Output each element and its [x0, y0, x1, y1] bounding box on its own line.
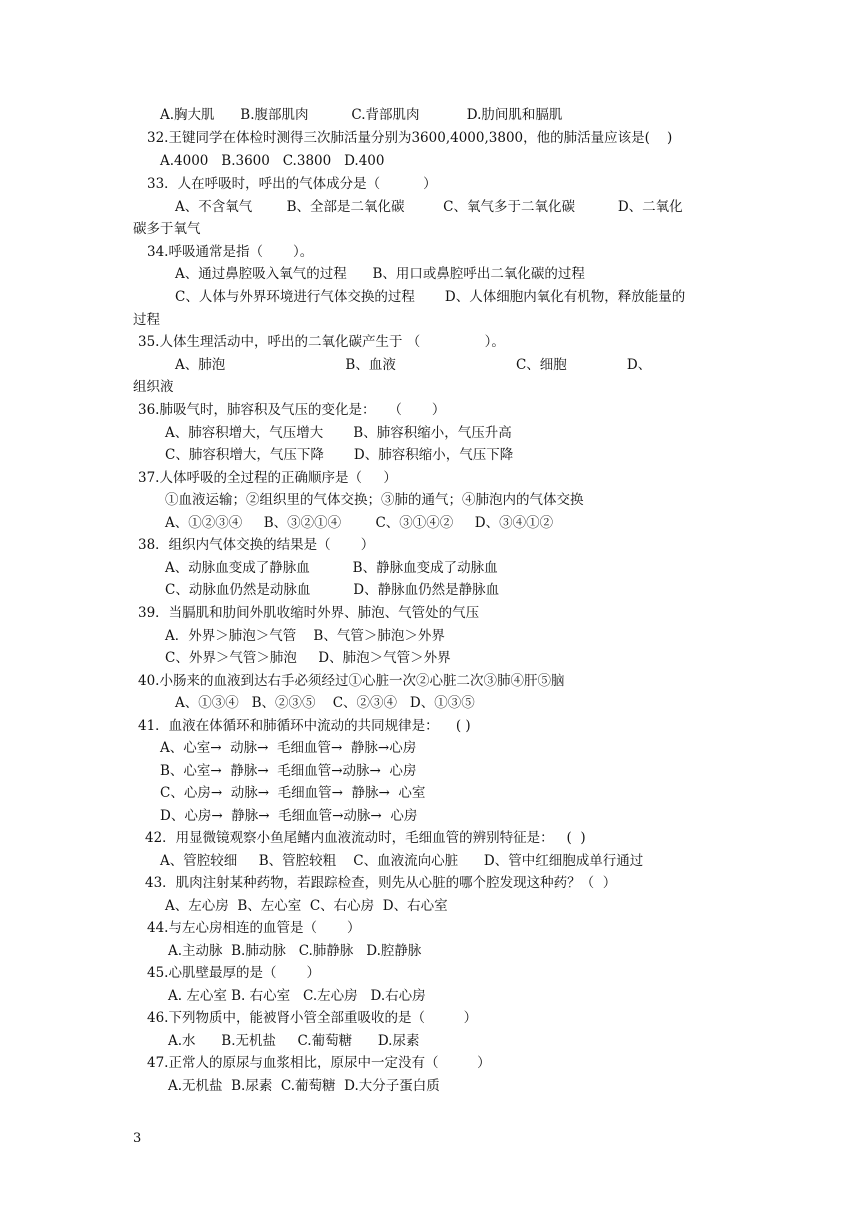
text-line: C、外界＞气管＞肺泡 D、肺泡＞气管＞外界: [165, 650, 451, 666]
text-line: A、不含氧气 B、全部是二氧化碳 C、氧气多于二氧化碳 D、二氧化: [175, 199, 683, 215]
text-line: 46.下列物质中，能被肾小管全部重吸收的是（ ）: [147, 1010, 478, 1026]
text-line: A.胸大肌 B.腹部肌肉 C.背部肌肉 D.肋间肌和膈肌: [160, 107, 563, 123]
text-line: 32.王键同学在体检时测得三次肺活量分别为3600,4000,3800，他的肺活量应该是( ): [147, 130, 673, 146]
text-line: 35.人体生理活动中，呼出的二氧化碳产生于 （ ）。: [138, 334, 505, 350]
text-line: A、①②③④ B、③②①④ C、③①④② D、③④①②: [165, 515, 554, 531]
text-line: 33．人在呼吸时，呼出的气体成分是（ ）: [147, 176, 437, 192]
text-line: C、人体与外界环境进行气体交换的过程 D、人体细胞内氧化有机物，释放能量的: [175, 289, 686, 305]
text-line: A. 左心室 B. 右心室 C.左心房 D.右心房: [168, 988, 426, 1004]
text-line: 34.呼吸通常是指（ ）。: [147, 244, 314, 260]
text-line: 42．用显微镜观察小鱼尾鳍内血液流动时，毛细血管的辨别特征是： ( ): [145, 830, 586, 846]
text-line: A、肺容积增大，气压增大 B、肺容积缩小，气压升高: [165, 425, 512, 441]
text-line: D、心房→ 静脉→ 毛细血管→动脉→ 心房: [160, 808, 418, 824]
text-line: 38．组织内气体交换的结果是（ ）: [138, 537, 375, 553]
text-line: A、管腔较细 B、管腔较粗 C、血液流向心脏 D、管中红细胞成单行通过: [160, 853, 644, 869]
text-line: A、动脉血变成了静脉血 B、静脉血变成了动脉血: [165, 560, 498, 576]
text-line: 组织液: [133, 379, 174, 395]
text-line: A.主动脉 B.肺动脉 C.肺静脉 D.腔静脉: [168, 943, 422, 959]
text-line: A、心室→ 动脉→ 毛细血管→ 静脉→心房: [160, 740, 417, 756]
text-line: A.4000 B.3600 C.3800 D.400: [160, 153, 385, 169]
text-line: C、动脉血仍然是动脉血 D、静脉血仍然是静脉血: [165, 582, 500, 598]
text-line: 37.人体呼吸的全过程的正确顺序是（ ）: [138, 470, 397, 486]
text-line: C、肺容积增大，气压下降 D、肺容积缩小，气压下降: [165, 447, 514, 463]
text-line: A.水 B.无机盐 C.葡萄糖 D.尿素: [168, 1033, 420, 1049]
text-line: A．外界＞肺泡＞气管 B、气管＞肺泡＞外界: [165, 628, 445, 644]
text-line: ①血液运输；②组织里的气体交换；③肺的通气；④肺泡内的气体交换: [165, 492, 584, 508]
text-line: 44.与左心房相连的血管是（ ）: [147, 920, 361, 936]
text-line: 36.肺吸气时，肺容积及气压的变化是： （ ）: [138, 402, 446, 418]
text-line: 41．血液在体循环和肺循环中流动的共同规律是： ( ): [138, 718, 471, 734]
text-line: B、心室→ 静脉→ 毛细血管→动脉→ 心房: [160, 763, 417, 779]
page-number: 3: [133, 1131, 142, 1146]
text-line: C、心房→ 动脉→ 毛细血管→ 静脉→ 心室: [160, 785, 426, 801]
text-line: A.无机盐 B.尿素 C.葡萄糖 D.大分子蛋白质: [168, 1078, 440, 1094]
text-line: 43．肌肉注射某种药物，若跟踪检查，则先从心脏的哪个腔发现这种药？（ ）: [145, 875, 617, 891]
text-line: 40.小肠来的血液到达右手必须经过①心脏一次②心脏二次③肺④肝⑤脑: [138, 673, 565, 689]
text-line: 39．当膈肌和肋间外肌收缩时外界、肺泡、气管处的气压: [138, 605, 480, 621]
text-line: A、肺泡 B、血液 C、细胞 D、: [175, 357, 652, 373]
text-line: 45.心肌壁最厚的是（ ）: [147, 965, 321, 981]
text-line: 碳多于氧气: [133, 221, 201, 237]
text-line: A、左心房 B、左心室 C、右心房 D、右心室: [165, 898, 448, 914]
text-line: 47.正常人的原尿与血浆相比，原尿中一定没有（ ）: [147, 1055, 491, 1071]
text-line: 过程: [133, 312, 160, 328]
text-line: A、通过鼻腔吸入氧气的过程 B、用口或鼻腔呼出二氧化碳的过程: [175, 266, 585, 282]
text-line: A、①③④ B、②③⑤ C、②③④ D、①③⑤: [175, 695, 475, 711]
